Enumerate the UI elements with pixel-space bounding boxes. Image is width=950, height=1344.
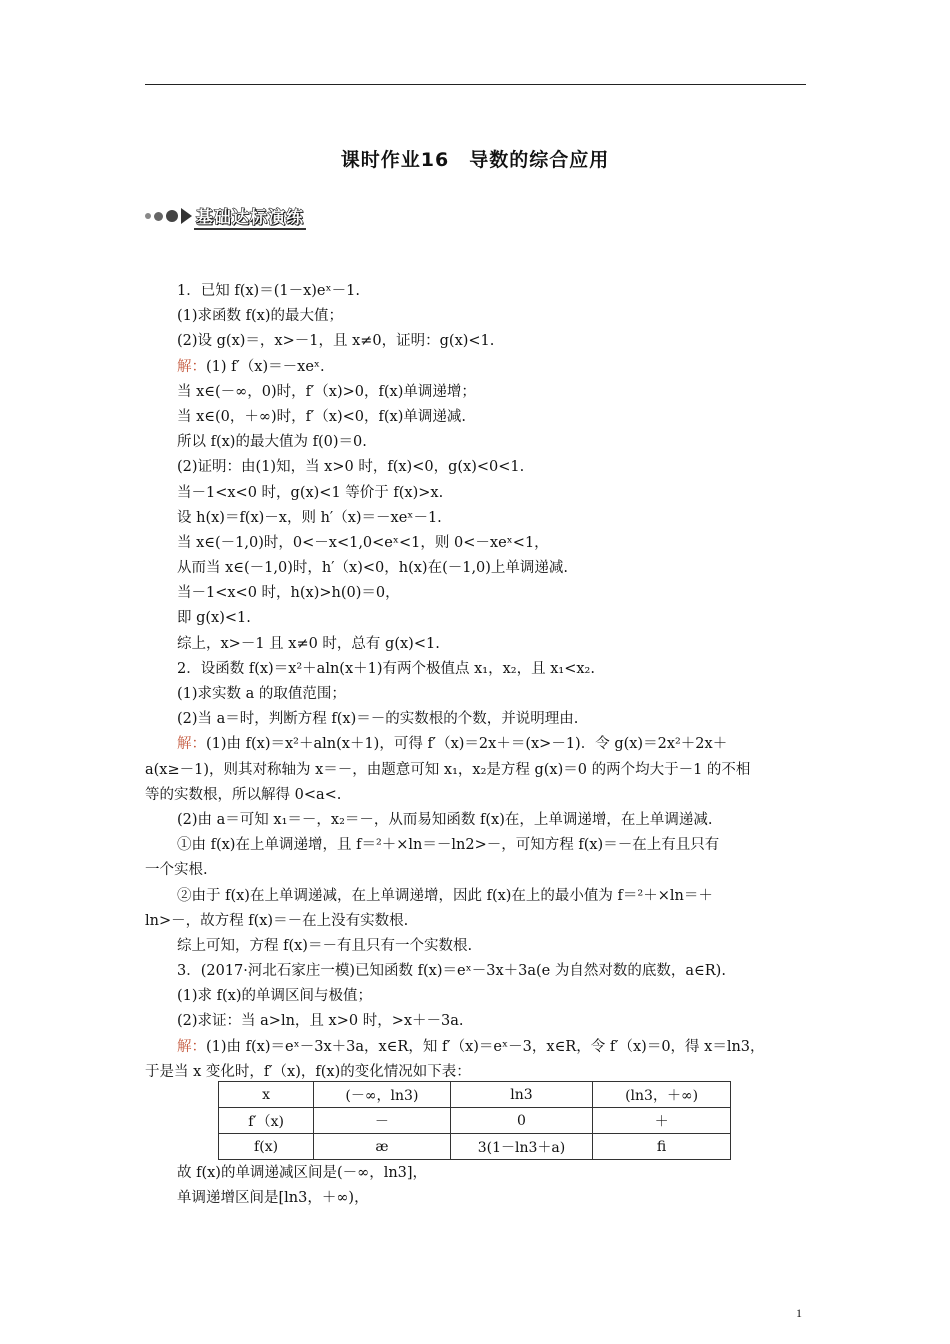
text-line — [145, 707, 807, 732]
line-text: 当 x∈(0，＋∞)时，f′（x)<0，f(x)单调递减. — [177, 408, 466, 425]
line-text: (2)当 a＝时，判断方程 f(x)＝－的实数根的个数，并说明理由. — [177, 711, 579, 728]
line-text: ②由于 f(x)在上单调递减，在上单调递增，因此 f(x)在上的最小值为 f＝²＋×ln＝＋ — [177, 887, 713, 904]
text-line — [145, 606, 807, 631]
line-text: (1)求函数 f(x)的最大值； — [177, 308, 344, 325]
line-text: 等的实数根，所以解得 0<a<. — [145, 786, 342, 803]
text-line — [145, 531, 807, 556]
line-text: (2)由 a＝可知 x₁＝－，x₂＝－，从而易知函数 f(x)在，上单调递增，在上单调递减. — [177, 811, 713, 828]
table-cell: － — [314, 1108, 451, 1134]
text-line — [145, 632, 807, 657]
text-line — [145, 808, 807, 833]
line-text: (2)设 g(x)＝，x>－1，且 x≠0，证明：g(x)<1. — [177, 333, 495, 350]
line-text: 设 h(x)＝f(x)－x，则 h′（x)＝－xeˣ－1. — [177, 509, 442, 526]
line-text: 当 x∈(－1,0)时，0<－x<1,0<eˣ<1，则 0<－xeˣ<1， — [177, 534, 549, 551]
text-line — [145, 405, 807, 430]
document-body-continued — [145, 1161, 807, 1211]
line-text: 所以 f(x)的最大值为 f(0)＝0. — [177, 434, 367, 451]
table-row — [219, 1134, 731, 1160]
text-line — [145, 481, 807, 506]
line-text: ①由 f(x)在上单调递增，且 f＝²＋×ln＝－ln2>－，可知方程 f(x)＝－在上有且只有 — [177, 837, 720, 854]
line-text: 一个实根. — [145, 862, 208, 879]
text-line — [145, 279, 807, 304]
text-line — [145, 984, 807, 1009]
line-text: (2)求证：当 a>ln，且 x>0 时，>x＋－3a. — [177, 1013, 464, 1030]
line-text: 当 x∈(－∞，0)时，f′（x)>0，f(x)单调递增； — [177, 383, 476, 400]
text-line — [145, 758, 807, 783]
table-cell: ﬁ — [593, 1134, 731, 1160]
solution-label: 解： — [177, 1038, 206, 1055]
text-line — [145, 506, 807, 531]
text-line — [145, 657, 807, 682]
table-row — [219, 1108, 731, 1134]
table-cell: ln3 — [450, 1082, 592, 1108]
line-text: 于是当 x 变化时，f′（x)，f(x)的变化情况如下表： — [145, 1063, 471, 1080]
text-line — [145, 430, 807, 455]
table-cell: (ln3，＋∞) — [593, 1082, 731, 1108]
text-line — [145, 732, 807, 757]
text-line — [145, 833, 807, 858]
text-line — [145, 783, 807, 808]
text-line — [145, 304, 807, 329]
solution-label: 解： — [177, 358, 206, 375]
text-line — [145, 1035, 807, 1060]
line-text: (1)求 f(x)的单调区间与极值； — [177, 988, 373, 1005]
text-line — [145, 556, 807, 581]
line-text: 3．(2017·河北石家庄一模)已知函数 f(x)＝eˣ－3x＋3a(e 为自然对数的底数，a∈R). — [177, 963, 726, 980]
section-header — [145, 204, 306, 228]
table-cell: æ — [314, 1134, 451, 1160]
line-text: (1)由 f(x)＝eˣ－3x＋3a，x∈R，知 f′（x)＝eˣ－3，x∈R，令 f′（x)＝0，得 x＝ln3， — [206, 1038, 765, 1055]
text-line: 故 f(x)的单调递减区间是(－∞，ln3]， — [177, 1165, 428, 1181]
table-cell: f(x) — [219, 1134, 314, 1160]
line-text: 综上可知，方程 f(x)＝－有且只有一个实数根. — [177, 937, 473, 954]
page-number: 1 — [796, 1306, 802, 1320]
line-text: (1) f′（x)＝－xeˣ. — [206, 358, 325, 375]
table-cell: f′（x) — [219, 1108, 314, 1134]
text-line — [145, 355, 807, 380]
line-text: 当－1<x<0 时，g(x)<1 等价于 f(x)>x. — [177, 484, 444, 501]
arrow-icon — [181, 208, 192, 224]
line-text: 从而当 x∈(－1,0)时，h′（x)<0，h(x)在(－1,0)上单调递减. — [177, 560, 569, 577]
table-cell: x — [219, 1082, 314, 1108]
page-title: 课时作业16 导数的综合应用 — [340, 149, 610, 171]
document-body — [145, 279, 807, 1085]
line-text: (1)求实数 a 的取值范围； — [177, 686, 346, 702]
text-line — [145, 909, 807, 934]
text-line — [145, 959, 807, 984]
line-text: a(x≥－1)，则其对称轴为 x＝－，由题意可知 x₁，x₂是方程 g(x)＝0 的两个均大于－1 的不相 — [145, 761, 751, 778]
line-text: ln>－，故方程 f(x)＝－在上没有实数根. — [145, 912, 409, 929]
text-line — [145, 934, 807, 959]
table-cell: 0 — [450, 1108, 592, 1134]
text-line — [145, 380, 807, 405]
bullet-dots-icon — [145, 210, 178, 222]
text-line — [145, 455, 807, 480]
line-text: 综上，x>－1 且 x≠0 时，总有 g(x)<1. — [177, 635, 440, 652]
line-text: 1．已知 f(x)＝(1－x)eˣ－1. — [177, 283, 360, 299]
variation-table — [218, 1081, 731, 1160]
line-text: (1)由 f(x)＝x²＋aln(x＋1)，可得 f′（x)＝2x＋＝(x>－1)．令 g(x)＝2x²＋2x＋ — [206, 736, 728, 753]
text-line — [145, 1009, 807, 1034]
table-row — [219, 1082, 731, 1108]
line-text: 2．设函数 f(x)＝x²＋aln(x＋1)有两个极值点 x₁，x₂，且 x₁<x₂. — [177, 660, 595, 677]
text-line — [145, 682, 807, 707]
solution-label: 解： — [177, 736, 206, 753]
header-rule — [145, 84, 806, 85]
line-text: (2)证明：由(1)知，当 x>0 时，f(x)<0，g(x)<0<1. — [177, 459, 525, 476]
text-line — [145, 581, 807, 606]
table-cell: 3(1－ln3＋a) — [450, 1134, 592, 1160]
table-cell: ＋ — [593, 1108, 731, 1134]
text-line — [145, 329, 807, 354]
text-line: 单调递增区间是[ln3，＋∞)， — [177, 1190, 369, 1207]
line-text: 当－1<x<0 时，h(x)>h(0)＝0， — [177, 585, 400, 602]
text-line — [145, 858, 807, 883]
line-text: 即 g(x)<1. — [177, 610, 251, 627]
text-line — [145, 884, 807, 909]
table-cell: (－∞，ln3) — [314, 1082, 451, 1108]
section-title: 基础达标演练 — [194, 203, 306, 230]
